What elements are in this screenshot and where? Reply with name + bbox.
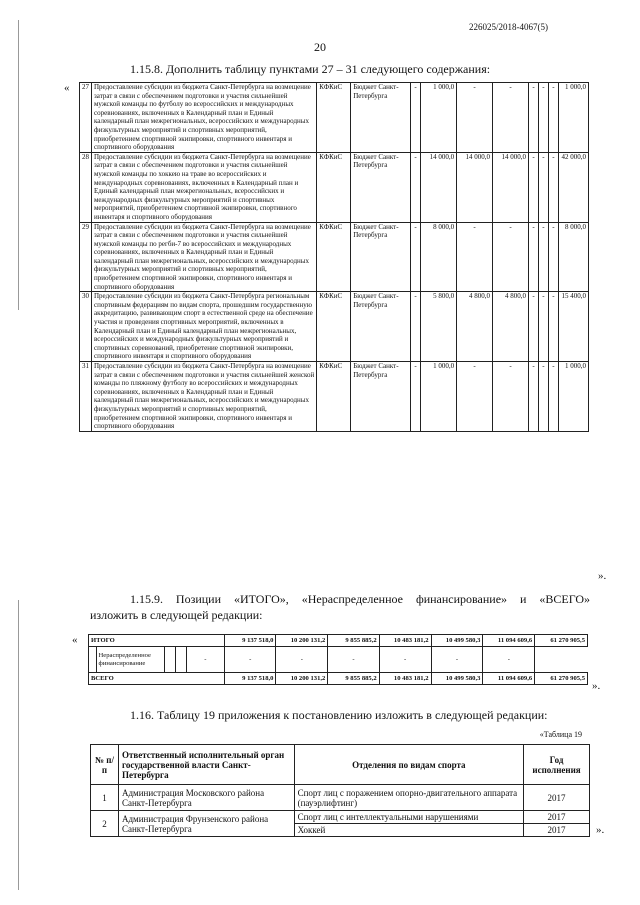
row-value: - — [457, 83, 493, 153]
row-value: - — [548, 222, 558, 292]
row-value: 4 800,0 — [493, 292, 529, 362]
quote-close: ». — [596, 824, 605, 836]
totals-row-itogo — [89, 635, 588, 647]
row-dept: Спорт лиц с поражением опорно-двигательного аппарата (пауэрлифтинг) — [294, 785, 523, 811]
vsego-value: 9 855 885,2 — [328, 673, 379, 685]
header-org: Ответственный исполнительный орган государственной власти Санкт-Петербурга — [118, 745, 294, 785]
itogo-value: 10 499 580,3 — [431, 635, 483, 647]
row-value: - — [538, 222, 548, 292]
table-row — [80, 222, 589, 292]
row-value: - — [538, 292, 548, 362]
row-value: 1 000,0 — [421, 362, 457, 432]
row-description: Предоставление субсидии из бюджета Санкт-Петербурга на возмещение затрат в связи с обеспечением подготовки и участия сильнейшей мужской команды по хоккею на траве во всероссийских и международных соревнованиях, включенных в Календарный план и Единый календарный план межрегиональных, всероссийских и международных физкультурных мероприятий и спортивных мероприятий, приобретением спортивной экипировки, спортивного инвентаря и спортивного оборудования — [92, 152, 317, 222]
row-organization: КФКиС — [317, 362, 351, 432]
itogo-value: 11 094 609,6 — [483, 635, 535, 647]
table-row — [91, 811, 590, 824]
unallocated-value: - — [483, 647, 535, 673]
row-value: 5 800,0 — [421, 292, 457, 362]
table-row — [91, 785, 590, 811]
vsego-label: ВСЕГО — [89, 673, 225, 685]
left-margin-line — [18, 20, 19, 310]
document-number: 226025/2018-4067(5) — [469, 22, 548, 32]
row-value: - — [538, 83, 548, 153]
row-description: Предоставление субсидии из бюджета Санкт-Петербурга региональным спортивным федерациям по видам спорта, прошедшим государственную аккредитацию, развивающим спорт в естественной среде на обеспечение участия и проведения спортивных мероприятий, включенных в Календарный план и Единый календарный план межрегиональных, всероссийских и международных физкультурных мероприятий и спортивных соревнований, приобретение спортивной экипировки, спортивного инвентаря и спортивного оборудования — [92, 292, 317, 362]
itogo-value: 10 483 181,2 — [379, 635, 431, 647]
row-year: 2017 — [524, 811, 590, 824]
row-value: - — [493, 83, 529, 153]
row-value: - — [411, 292, 421, 362]
row-value: - — [493, 362, 529, 432]
table-19-header — [91, 745, 590, 785]
section-1-15-8: 1.15.8. Дополнить таблицу пунктами 27 – 31 следующего содержания: — [130, 62, 491, 76]
itogo-value: 10 200 131,2 — [276, 635, 328, 647]
totals-row-vsego — [89, 673, 588, 685]
row-funding-source: Бюджет Санкт-Петербурга — [351, 292, 411, 362]
row-number: 29 — [80, 222, 92, 292]
page-number: 20 — [314, 40, 326, 54]
row-value: - — [548, 292, 558, 362]
row-total: 15 400,0 — [558, 292, 588, 362]
row-value: - — [457, 362, 493, 432]
header-year: Год исполнения — [524, 745, 590, 785]
row-organization: КФКиС — [317, 152, 351, 222]
row-funding-source: Бюджет Санкт-Петербурга — [351, 152, 411, 222]
row-value: - — [548, 152, 558, 222]
row-value: - — [411, 222, 421, 292]
row-value: 1 000,0 — [421, 83, 457, 153]
row-value: - — [411, 362, 421, 432]
row-num: 2 — [91, 811, 119, 837]
unallocated-value: - — [431, 647, 483, 673]
itogo-value: 61 270 905,5 — [535, 635, 588, 647]
vsego-value: 10 499 580,3 — [431, 673, 483, 685]
row-description: Предоставление субсидии из бюджета Санкт-Петербурга на возмещение затрат в связи с обеспечением подготовки и участия сильнейшей женской команды по пляжному футболу во всероссийских и международных соревнованиях, включенных в Календарный план и Единый календарный план межрегиональных, всероссийских и международных физкультурных мероприятий и спортивных мероприятий, приобретением спортивной экипировки, спортивного инвентаря и спортивного оборудования — [92, 362, 317, 432]
unallocated-value: - — [379, 647, 431, 673]
row-value: - — [538, 152, 548, 222]
left-margin-line — [18, 600, 19, 890]
spacer-cell — [89, 647, 97, 673]
row-value: 4 800,0 — [457, 292, 493, 362]
vsego-value: 11 094 609,6 — [483, 673, 535, 685]
section-1-15-9-line2: изложить в следующей редакции: — [90, 608, 263, 622]
quote-close: ». — [598, 570, 607, 582]
row-value: 8 000,0 — [421, 222, 457, 292]
row-organization: КФКиС — [317, 222, 351, 292]
vsego-value: 61 270 905,5 — [535, 673, 588, 685]
row-value: - — [529, 83, 539, 153]
row-value: - — [548, 83, 558, 153]
row-number: 27 — [80, 83, 92, 153]
vsego-value: 10 200 131,2 — [276, 673, 328, 685]
table-row — [80, 292, 589, 362]
table-19-caption: «Таблица 19 — [539, 730, 582, 739]
row-dept: Спорт лиц с интеллектуальными нарушениями — [294, 811, 523, 824]
row-value: 14 000,0 — [421, 152, 457, 222]
row-org: Администрация Московского района Санкт-Петербурга — [118, 785, 294, 811]
table-19 — [90, 744, 590, 837]
unallocated-value: - — [276, 647, 328, 673]
section-1-16: 1.16. Таблицу 19 приложения к постановлению изложить в следующей редакции: — [130, 708, 548, 722]
row-description: Предоставление субсидии из бюджета Санкт-Петербурга на возмещение затрат в связи с обеспечением подготовки и участия сильнейшей мужской команды по футболу во всероссийских и международных соревнованиях, включенных в Календарный план и Единый календарный план межрегиональных, всероссийских и международных физкультурных мероприятий и спортивных мероприятий, приобретением спортивной экипировки, спортивного инвентаря и спортивного оборудования — [92, 83, 317, 153]
table-row — [80, 83, 589, 153]
unallocated-value: - — [328, 647, 379, 673]
totals-row-unallocated — [89, 647, 588, 673]
row-description: Предоставление субсидии из бюджета Санкт-Петербурга на возмещение затрат в связи с обеспечением подготовки и участия сильнейшей мужской команды по регби-7 во всероссийских и международных соревнованиях, включенных в Календарный план и Единый календарный план межрегиональных, всероссийских и международных физкультурных мероприятий и спортивных мероприятий, приобретением спортивной экипировки, спортивного инвентаря и спортивного оборудования — [92, 222, 317, 292]
row-year: 2017 — [524, 785, 590, 811]
row-funding-source: Бюджет Санкт-Петербурга — [351, 362, 411, 432]
row-value: - — [457, 222, 493, 292]
row-value: - — [548, 362, 558, 432]
itogo-label: ИТОГО — [89, 635, 225, 647]
itogo-value: 9 855 885,2 — [328, 635, 379, 647]
row-funding-source: Бюджет Санкт-Петербурга — [351, 222, 411, 292]
unallocated-value: - — [225, 647, 276, 673]
empty-cell — [164, 647, 175, 673]
vsego-value: 9 137 518,0 — [225, 673, 276, 685]
row-value: 14 000,0 — [493, 152, 529, 222]
quote-open: « — [72, 634, 78, 646]
unallocated-label: Нераспределенное финансирование — [96, 647, 164, 673]
row-total: 8 000,0 — [558, 222, 588, 292]
row-value: - — [411, 152, 421, 222]
row-dept: Хоккей — [294, 824, 523, 837]
quote-open: « — [64, 82, 70, 94]
row-funding-source: Бюджет Санкт-Петербурга — [351, 83, 411, 153]
row-value: 14 000,0 — [457, 152, 493, 222]
row-total: 42 000,0 — [558, 152, 588, 222]
row-org: Администрация Фрунзенского района Санкт-Петербурга — [118, 811, 294, 837]
row-number: 30 — [80, 292, 92, 362]
row-number: 28 — [80, 152, 92, 222]
row-value: - — [411, 83, 421, 153]
row-value: - — [538, 362, 548, 432]
row-organization: КФКиС — [317, 83, 351, 153]
table-row — [80, 362, 589, 432]
row-value: - — [529, 362, 539, 432]
row-value: - — [529, 152, 539, 222]
row-number: 31 — [80, 362, 92, 432]
row-year: 2017 — [524, 824, 590, 837]
quote-close: ». — [592, 680, 601, 692]
vsego-value: 10 483 181,2 — [379, 673, 431, 685]
itogo-value: 9 137 518,0 — [225, 635, 276, 647]
row-value: - — [529, 292, 539, 362]
totals-table — [88, 634, 588, 685]
unallocated-value: - — [186, 647, 225, 673]
row-value: - — [493, 222, 529, 292]
row-num: 1 — [91, 785, 119, 811]
table-row — [80, 152, 589, 222]
header-num: № п/п — [91, 745, 119, 785]
row-organization: КФКиС — [317, 292, 351, 362]
row-total: 1 000,0 — [558, 362, 588, 432]
empty-cell — [175, 647, 186, 673]
section-1-15-9-line1: 1.15.9. Позиции «ИТОГО», «Нераспределенное финансирование» и «ВСЕГО» — [130, 592, 590, 606]
funding-table — [79, 82, 589, 432]
row-value: - — [529, 222, 539, 292]
row-total: 1 000,0 — [558, 83, 588, 153]
header-dept: Отделения по видам спорта — [294, 745, 523, 785]
